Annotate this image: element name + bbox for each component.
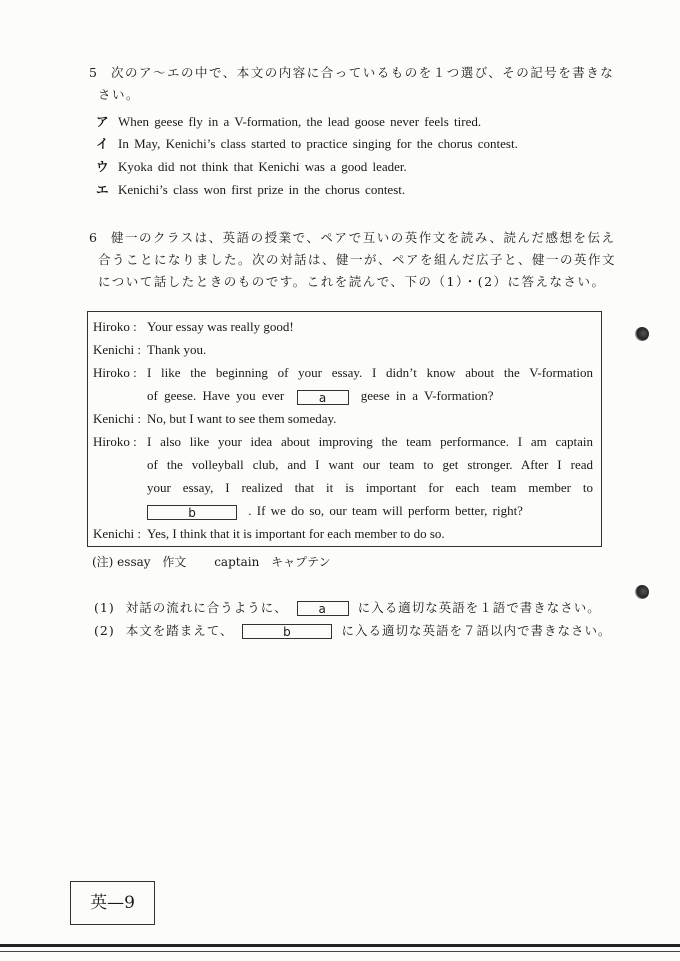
dialog-line: [147, 500, 523, 522]
scan-edge-line: [0, 951, 680, 952]
dialog-text: of geese. Have you ever: [147, 388, 285, 403]
option-mark: エ: [96, 182, 109, 197]
note-word: キャプテン: [271, 555, 331, 569]
q6-prompt-line1: 健一のクラスは、英語の授業で、ペアで互いの英作文を読み、読んだ感想を伝え: [111, 230, 616, 245]
speaker-label: Hiroko :: [93, 434, 137, 449]
sub-text: 対話の流れに合うように、: [125, 600, 288, 615]
option-mark: イ: [96, 136, 109, 151]
option-mark: ウ: [96, 159, 109, 174]
subquestion-1: [94, 597, 601, 619]
q5-option: [96, 179, 405, 201]
blank-a-box: a: [297, 390, 349, 405]
dialog-line: I also like your idea about improving the team performance. I am captain: [147, 434, 593, 449]
q5-prompt-line1: 次のア～エの中で、本文の内容に合っているものを１つ選び、その記号を書きな: [111, 65, 615, 80]
q5-option: [96, 111, 481, 133]
q5-option: [96, 156, 407, 178]
dialog-line: your essay, I realized that it is important for each team member to: [147, 480, 593, 495]
q5-option: [96, 133, 518, 155]
binder-hole: [635, 585, 649, 599]
option-mark: ア: [96, 114, 109, 129]
blank-b-box: b: [147, 505, 237, 520]
q6-prompt-line2: 合うことになりました。次の対話は、健一が、ペアを組んだ広子と、健一の英作文: [98, 252, 617, 267]
dialog-line: of the volleyball club, and I want our team to get stronger. After I read: [147, 457, 593, 472]
sub-text: に入る適切な英語を１語で書きなさい。: [357, 600, 601, 615]
dialog-line: Thank you.: [147, 342, 207, 357]
speaker-label: Kenichi :: [93, 411, 142, 426]
q5-number: 5: [89, 65, 99, 80]
scan-edge-line: [0, 944, 680, 947]
q6-prompt-line3: について話したときのものです。これを読んで、下の（1）・(2）に答えなさい。: [98, 274, 606, 289]
q5-prompt-line2: さい。: [98, 87, 141, 102]
speaker-label: Hiroko :: [93, 319, 137, 334]
blank-b-box: b: [242, 624, 332, 639]
speaker-label: Hiroko :: [93, 365, 137, 380]
note-word: 作文: [162, 555, 187, 569]
dialog-line: Yes, I think that it is important for each member to do so.: [147, 526, 445, 541]
dialog-line: Your essay was really good!: [147, 319, 294, 334]
sub-number: (2): [94, 623, 115, 638]
option-text: Kyoka did not think that Kenichi was a good leader.: [118, 159, 407, 174]
note-word: captain: [214, 555, 260, 569]
page-label: 英—9: [70, 881, 155, 925]
note-label: (注) essay: [92, 555, 151, 569]
option-text: In May, Kenichi’s class started to practice singing for the chorus contest.: [118, 136, 518, 151]
speaker-label: Kenichi :: [93, 342, 142, 357]
sub-text: 本文を踏まえて、: [125, 623, 234, 638]
dialog-text: . If we do so, our team will perform better, right?: [248, 503, 523, 518]
binder-hole: [635, 327, 649, 341]
sub-number: (1): [94, 600, 115, 615]
dialog-text: geese in a V-formation?: [360, 388, 494, 403]
q6-number: 6: [89, 230, 99, 245]
dialog-line: I like the beginning of your essay. I didn’t know about the V-formation: [147, 365, 593, 380]
speaker-label: Kenichi :: [93, 526, 142, 541]
subquestion-2: [94, 620, 611, 642]
dialog-line: No, but I want to see them someday.: [147, 411, 337, 426]
blank-a-box: a: [297, 601, 349, 616]
vocab-note: [92, 553, 331, 570]
option-text: Kenichi’s class won first prize in the chorus contest.: [118, 182, 406, 197]
dialog-line: [147, 385, 494, 407]
sub-text: に入る適切な英語を７語以内で書きなさい。: [341, 623, 612, 638]
option-text: When geese fly in a V-formation, the lead goose never feels tired.: [118, 114, 482, 129]
